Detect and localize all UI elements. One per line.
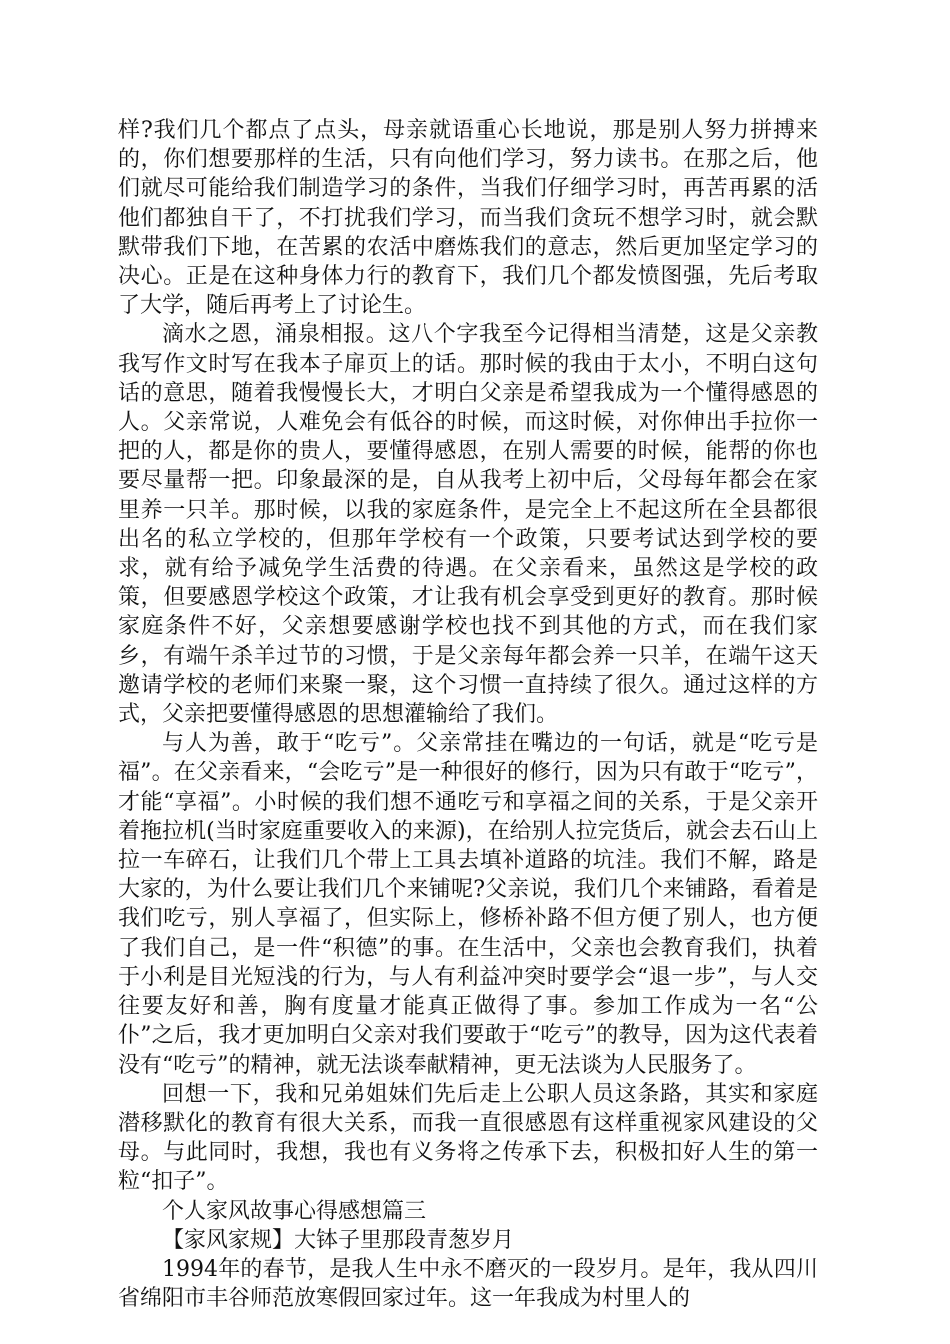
paragraph-reflection: 回想一下，我和兄弟姐妹们先后走上公职人员这条路，其实和家庭潜移默化的教育有很大关系，而我一直很感恩有这样重视家风建设的父母。与此同时，我想，我也有义务将之传承下去，积极扣好人生的第一粒“扣子”。	[118, 1081, 818, 1195]
paragraph-spring-festival: 1994年的春节，是我人生中永不磨灭的一段岁月。是年，我从四川省绵阳市丰谷师范放寒假回家过年。这一年我成为村里人的	[118, 1256, 818, 1312]
paragraph-gratitude: 滴水之恩，涌泉相报。这八个字我至今记得相当清楚，这是父亲教我写作文时写在我本子扉页上的话。那时候的我由于太小，不明白这句话的意思，随着我慢慢长大，才明白父亲是希望我成为一个懂得感恩的人。父亲常说，人难免会有低谷的时候，而这时候，对你伸出手拉你一把的人，都是你的贵人，要懂得感恩，在别人需要的时候，能帮的你也要尽量帮一把。印象最深的是，自从我考上初中后，父母每年都会在家里养一只羊。那时候，以我的家庭条件，是完全上不起这所在全县都很出名的私立学校的，但那年学校有一个政策，只要考试达到学校的要求，就有给予减免学生活费的待遇。在父亲看来，虽然这是学校的政策，但要感恩学校这个政策，才让我有机会享受到更好的教育。那时候家庭条件不好，父亲想要感谢学校也找不到其他的方式，而在我们家乡，有端午杀羊过节的习惯，于是父亲每年都会养一只羊，在端午这天邀请学校的老师们来聚一聚，这个习惯一直持续了很久。通过这样的方式，父亲把要懂得感恩的思想灌输给了我们。	[118, 322, 818, 728]
section-title: 个人家风故事心得感想篇三	[162, 1198, 427, 1224]
paragraph-continuation: 样?我们几个都点了点头，母亲就语重心长地说，那是别人努力拼搏来的，你们想要那样的生活，只有向他们学习，努力读书。在那之后，他们就尽可能给我们制造学习的条件，当我们仔细学习时，再苦再累的活他们都独自干了，不打扰我们学习，而当我们贪玩不想学习时，就会默默带我们下地，在苦累的农活中磨炼我们的意志，然后更加坚定学习的决心。正是在这种身体力行的教育下，我们几个都发愤图强，先后考取了大学，随后再考上了讨论生。	[118, 118, 818, 319]
section-subtitle: 【家风家规】大钵子里那段青葱岁月	[162, 1227, 515, 1253]
document-body	[118, 116, 818, 1313]
paragraph-kindness: 与人为善，敢于“吃亏”。父亲常挂在嘴边的一句话，就是“吃亏是福”。在父亲看来，“会吃亏”是一种很好的修行，因为只有敢于“吃亏”，才能“享福”。小时候的我们想不通吃亏和享福之间的关系，于是父亲开着拖拉机(当时家庭重要收入的来源)，在给别人拉完货后，就会去石山上拉一车碎石，让我们几个带上工具去填补道路的坑洼。我们不解，路是大家的，为什么要让我们几个来铺呢?父亲说，我们几个来铺路，看着是我们吃亏，别人享福了，但实际上，修桥补路不但方便了别人，也方便了我们自己，是一件“积德”的事。在生活中，父亲也会教育我们，执着于小利是目光短浅的行为，与人有利益冲突时要学会“退一步”，与人交往要友好和善，胸有度量才能真正做得了事。参加工作成为一名“公仆”之后，我才更加明白父亲对我们要敢于“吃亏”的教导，因为这代表着没有“吃亏”的精神，就无法谈奉献精神，更无法谈为人民服务了。	[118, 731, 818, 1078]
